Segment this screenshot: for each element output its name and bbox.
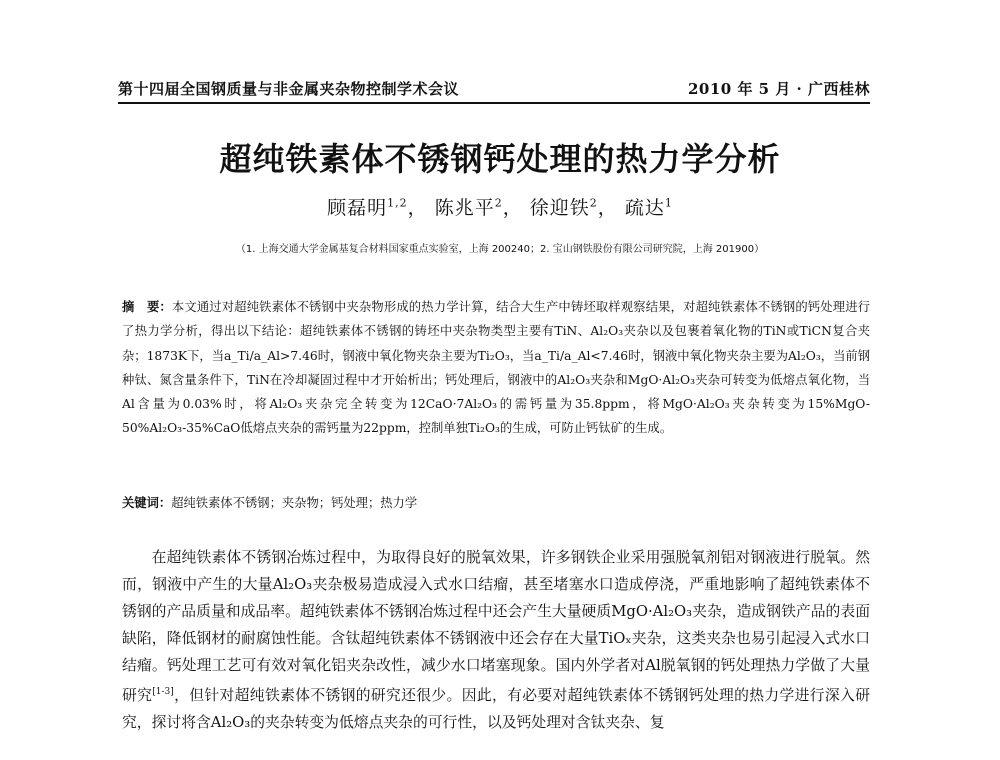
conference-date-place: 2010 年 5 月 · 广西桂林 <box>687 80 870 98</box>
author-name: 陈兆平 <box>434 197 495 219</box>
paper-title: 超纯铁素体不锈钢钙处理的热力学分析 <box>219 140 781 178</box>
keywords-label: 关键词： <box>122 496 172 510</box>
affiliation: （1. 上海交通大学金属基复合材料国家重点实验室，上海 200240；2. 宝山钢铁股份有限公司研究院，上海 201900） <box>235 244 765 255</box>
abstract-text: 本文通过对超纯铁素体不锈钢中夹杂物形成的热力学计算，结合大生产中铸坯取样观察结果，对超纯铁素体不锈钢的钙处理进行了热力学分析，得出以下结论：超纯铁素体不锈钢的铸坯中夹杂物类型主要有TiN、Al₂O₃夹杂以及包裹着氧化物的TiN或TiCN复合夹杂；1873K下，当a_Ti/a_Al>7.46时，钢液中氧化物夹杂主要为Ti₂O₃，当a_Ti/a_Al<7.46时，钢液中氧化物夹杂主要为Al₂O₃，当前钢种钛、氮含量条件下，TiN在冷却凝固过程中才开始析出；钙处理后，钢液中的Al₂O₃夹杂和MgO·Al₂O₃夹杂可转变为低熔点氧化物，当Al含量为0.03%时，将Al₂O₃夹杂完全转变为12CaO·7Al₂O₃的需钙量为35.8ppm，将MgO·Al₂O₃夹杂转变为15%MgO-50%Al₂O₃-35%CaO低熔点夹杂的需钙量为22ppm，控制单独Ti₂O₃的生成，可防止钙钛矿的生成。 <box>122 300 870 436</box>
author-separator: ， <box>502 197 523 219</box>
author-separator: ， <box>407 197 428 219</box>
author-name: 疏达 <box>624 197 665 219</box>
author-affil-mark: 2 <box>589 196 598 210</box>
citation-ref: [1-3] <box>152 687 174 697</box>
keywords-text: 超纯铁素体不锈钢；夹杂物；钙处理；热力学 <box>171 496 418 510</box>
running-header <box>118 74 870 104</box>
author-separator: ， <box>597 197 618 219</box>
abstract-label: 摘 要： <box>122 300 172 314</box>
author-name: 顾磊明 <box>327 197 388 219</box>
body-text: 在超纯铁素体不锈钢冶炼过程中，为取得良好的脱氧效果，许多钢铁企业采用强脱氧剂铝对钢液进行脱氧。然而，钢液中产生的大量Al₂O₃夹杂极易造成浸入式水口结瘤，甚至堵塞水口造成停浇，严重地影响了超纯铁素体不锈钢的产品质量和成品率。超纯铁素体不锈钢冶炼过程中还会产生大量硬质MgO·Al₂O₃夹杂，造成钢铁产品的表面缺陷，降低钢材的耐腐蚀性能。含钛超纯铁素体不锈钢液中还会存在大量TiOₓ夹杂，这类夹杂也易引起浸入式水口结瘤。钙处理工艺可有效对氧化铝夹杂改性，减少水口堵塞现象。国内外学者对Al脱氧钢的钙处理热力学做了大量研究 <box>122 549 870 704</box>
body-text-continued: ，但针对超纯铁素体不锈钢的研究还很少。因此，有必要对超纯铁素体不锈钢钙处理的热力学进行深入研究，探讨将含Al₂O₃的夹杂转变为低熔点夹杂的可行性，以及钙处理对含钛夹杂、复 <box>122 686 870 731</box>
keywords <box>122 493 870 513</box>
author-affil-mark: 2 <box>494 196 503 210</box>
body-paragraph <box>122 544 870 736</box>
conference-name: 第十四届全国钢质量与非金属夹杂物控制学术会议 <box>118 80 460 98</box>
abstract <box>122 295 870 441</box>
author-name: 徐迎铁 <box>529 197 590 219</box>
author-affil-mark: 1 <box>664 196 673 210</box>
author-affil-mark: 1,2 <box>387 196 408 210</box>
author-list <box>0 193 1000 220</box>
